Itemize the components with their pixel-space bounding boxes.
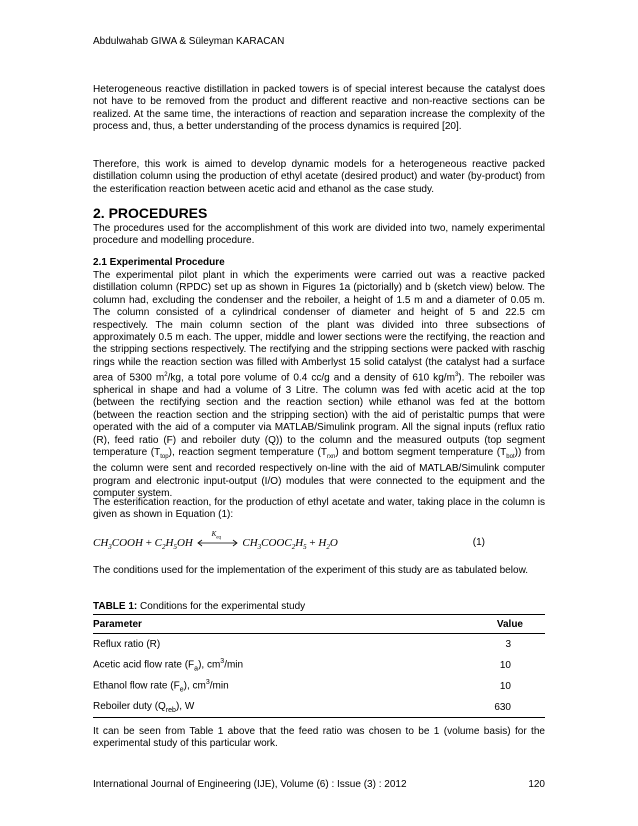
page-number: 120	[528, 779, 545, 790]
arrow-icon	[196, 537, 240, 549]
table-cell-value: 3	[505, 639, 511, 650]
equation-number: (1)	[472, 537, 485, 548]
table-row	[93, 697, 545, 718]
procedures-paragraph: The procedures used for the accomplishment of this work are divided into two, namely experimental procedure and modelling procedure.	[93, 223, 545, 247]
table-cell-parameter: Acetic acid flow rate $(F_a)$, $cm^3/\min$	[93, 658, 244, 673]
subsection-heading-experimental: 2.1 Experimental Procedure	[93, 257, 225, 268]
table-cell-value: 630	[431, 697, 545, 718]
conditions-paragraph: The conditions used for the implementation of the experiment of this study are as tabulated below.	[93, 565, 529, 576]
table-cell-parameter: Reflux ratio (R)	[93, 639, 161, 650]
table-row	[93, 634, 545, 655]
table-row	[93, 654, 545, 675]
table-cell-value: 10	[499, 680, 511, 692]
page-footer	[93, 779, 545, 790]
table-cell-parameter: Ethanol flow rate $(F_e)$, $cm^3/\min$	[93, 679, 229, 694]
column-header-parameter: Parameter	[93, 615, 431, 634]
column-header-value: Value	[431, 615, 545, 634]
experimental-paragraph: The experimental pilot plant in which the experiments were carried out was a reactive packed distillation column (RPDC) set up as shown in Figures 1a (pictorially) and b (sketch view) below. The column had, excluding the condenser and the reboiler, a height of 1.5 m and a diameter of 0.05 m. The column consisted of a cylindrical condenser of diameter and height of 5 and 22.5 cm respectively. The main column section of the plant was divided into three subsections of approximately 0.5 m each. The upper, middle and lower sections were the rectifying, the reaction and the stripping sections respectively. The rectifying and the stripping sections were packed with raschig rings while the reaction section was filled with Amberlyst 15 solid catalyst (the catalyst had a surface area of 5300 $m^2/kg$, a total pore volume of 0.4 cc/g and a density of 610 $kg/m^3$). The reboiler was spherical in shape and had a volume of 3 Litre. The column was fed with acetic acid at the top (between the rectifying section and the reaction section) while ethanol was fed at the bottom (between the reaction section and the stripping section) with the aid of peristaltic pumps that were operated with the aid of a computer via MATLAB/Simulink program. All the signal inputs (reflux ratio (R), feed ratio (F) and reboiler duty (Q)) to the column and the measured outputs (top segment temperature $(T_{top})$, reaction segment temperature $(T_{rxn})$ and bottom segment temperature $(T_{bot})$) from the column were sent and recorded respectively on-line with the aid of MATLAB/Simulink computer program and electronic input-output (I/O) modules that were connected to the equipment and the computer system.	[93, 270, 546, 500]
intro-paragraph-2: Therefore, this work is aimed to develop dynamic models for a heterogeneous reactive packed distillation column using the production of ethyl acetate (desired product) and water (by-product) from the esterification reaction between acetic acid and ethanol as the case study.	[93, 159, 545, 195]
reaction-intro-paragraph: The esterification reaction, for the production of ethyl acetate and water, taking place in the column is given as shown in Equation (1):	[93, 497, 545, 521]
table-header-row	[93, 615, 545, 634]
section-heading-procedures: 2. PROCEDURES	[93, 205, 208, 221]
conditions-table	[93, 614, 545, 718]
closing-paragraph: It can be seen from Table 1 above that the feed ratio was chosen to be 1 (volume basis) for the experimental study of this particular work.	[93, 726, 545, 750]
intro-paragraph-1: Heterogeneous reactive distillation in packed towers is of special interest because the catalyst does not have to be removed from the product and different reactive and non-reactive sections can be realized. At the same time, the interactions of reaction and separation increase the complexity of the process and, thus, a better understanding of the process dynamics is required [20].	[93, 84, 545, 133]
equilibrium-arrow: $K_{eq}$	[196, 537, 240, 549]
journal-citation: International Journal of Engineering (IJE), Volume (6) : Issue (3) : 2012	[93, 779, 407, 790]
table-row	[93, 675, 545, 696]
equation-1: $CH_3COOH + C_2H_5OH$ $K_{eq}$ $CH_3COOC_2H_5 + H_2O$ (1)	[93, 530, 485, 552]
table-cell-parameter: Reboiler duty $(Q_{reb})$, W	[93, 697, 431, 718]
table-caption: TABLE 1: Conditions for the experimental study	[93, 601, 306, 612]
running-header: Abdulwahab GIWA & Süleyman KARACAN	[93, 36, 285, 47]
table-cell-value: 10	[499, 659, 511, 671]
